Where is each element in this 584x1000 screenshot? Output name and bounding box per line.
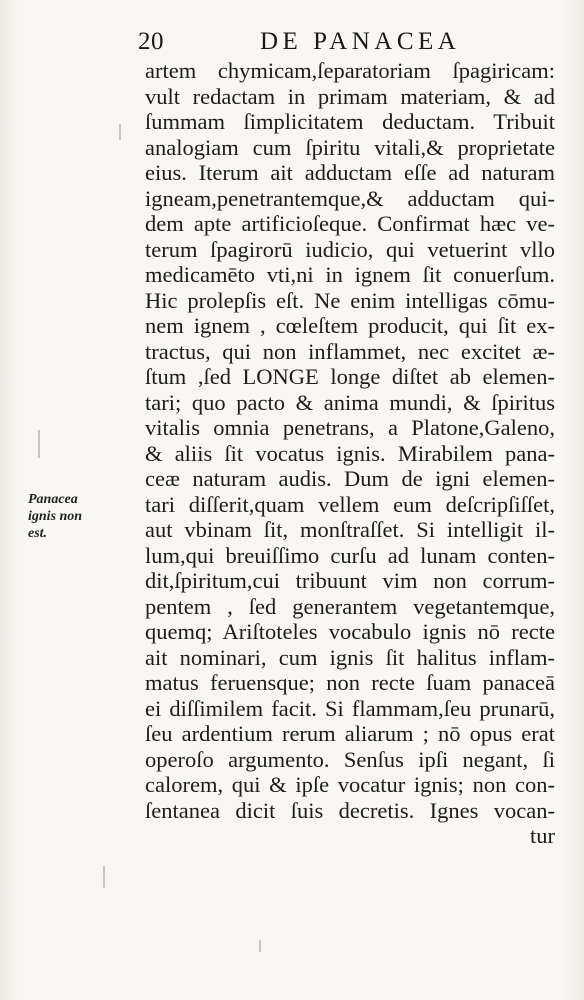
text-line: matus feruensque; non recte ſuam panaceā [145, 670, 555, 695]
main-text [145, 58, 555, 849]
page-header [130, 28, 550, 62]
text-line: dem apte artificioſeque. Confirmat hæc ve- [145, 211, 555, 236]
text-line: tari; quo pacto & anima mundi, & ſpiritus [145, 389, 555, 415]
margin-mark-bottom [259, 940, 261, 952]
marginal-note [28, 491, 132, 542]
text-line: vitalis omnia penetrans, a Platone,Galeno, [145, 415, 555, 440]
page-number: 20 [138, 28, 164, 55]
catchword: tur [530, 823, 555, 848]
text-line: ei diſſimilem facit. Si flammam,ſeu prunarū, [145, 695, 555, 721]
text-line: calorem, qui & ipſe vocatur ignis; non con- [145, 772, 555, 797]
text-line: aut vbinam ſit, monſtraſſet. Si intelligit il- [145, 517, 555, 542]
text-line: ceæ naturam audis. Dum de igni elemen- [145, 466, 555, 491]
marginal-note-line: est. [28, 526, 48, 541]
text-line: operoſo argumento. Senſus ipſi negant, ſi [145, 746, 555, 772]
text-line: ſummam ſimplicitatem deductam. Tribuit [145, 109, 555, 134]
margin-mark-lower [103, 866, 105, 888]
text-line: eius. Iterum ait adductam eſſe ad naturam [145, 160, 555, 185]
text-line: tractus, qui non inflammet, nec excitet æ- [145, 338, 555, 364]
running-head: DE PANACEA [260, 28, 461, 55]
text-line: analogiam cum ſpiritu vitali,& proprietate [145, 134, 555, 160]
text-line: medicamēto vti,ni in ignem ſit conuerſum. [145, 262, 555, 287]
text-line: Hic prolepſis eſt. Ne enim intelligas cōmu- [145, 287, 555, 313]
text-line: ſeu ardentium rerum aliarum ; nō opus erat [145, 721, 555, 746]
text-line: ſtum ,ſed LONGE longe diſtet ab elemen- [145, 364, 555, 389]
text-line: quemq; Ariſtoteles vocabulo ignis nō recte [145, 619, 555, 644]
margin-mark-middle [38, 430, 40, 458]
text-line: ſentanea dicit ſuis decretis. Ignes vocan- [145, 797, 555, 823]
marginal-note-line: ignis non [28, 509, 83, 524]
text-line: nem ignem , cœleſtem producit, qui ſit ex- [145, 313, 555, 338]
text-line: dit,ſpiritum,cui tribuunt vim non corrum- [145, 568, 555, 593]
text-line: ait nominari, cum ignis ſit halitus inflam- [145, 644, 555, 670]
text-line: lum,qui breuiſſimo curſu ad lunam conten- [145, 542, 555, 568]
marginal-note-line: Panacea [28, 492, 78, 507]
text-line: pentem , ſed generantem vegetantemque, [145, 593, 555, 619]
margin-mark-upper [119, 124, 121, 140]
text-line: vult redactam in primam materiam, & ad [145, 83, 555, 109]
text-line: tari diſſerit,quam vellem eum deſcripſiſſet, [145, 491, 555, 517]
text-line: igneam,penetrantemque,& adductam qui- [145, 185, 555, 211]
text-line: & aliis ſit vocatus ignis. Mirabilem pana- [145, 440, 555, 466]
text-line: terum ſpagirorū iudicio, qui vetuerint vllo [145, 236, 555, 262]
text-line: artem chymicam,ſeparatoriam ſpagiricam: [145, 58, 555, 83]
